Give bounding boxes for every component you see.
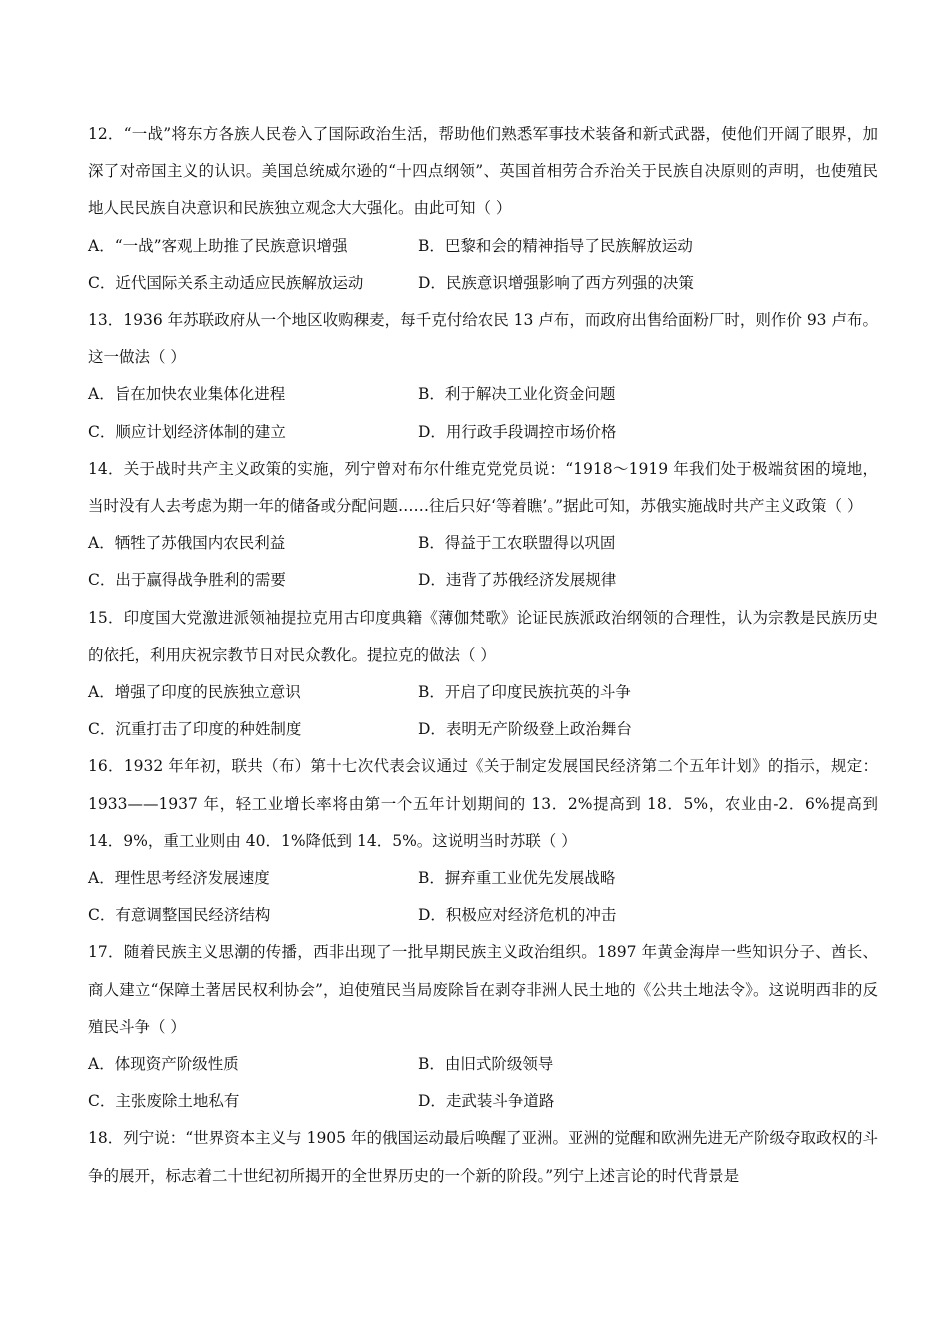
option-a: A．牺牲了苏俄国内农民利益 bbox=[88, 534, 286, 553]
question-17 bbox=[88, 934, 878, 1120]
question-stem: 18．列宁说：“世界资本主义与 1905 年的俄国运动最后唤醒了亚洲。亚洲的觉醒和欧洲先进无产阶级夺取政权的斗争的展开，标志着二十世纪初所揭开的全世界历史的一个新的阶段。”列宁上述言论的时代背景是 bbox=[88, 1129, 878, 1185]
question-18 bbox=[88, 1120, 878, 1194]
question-stem: 14．关于战时共产主义政策的实施，列宁曾对布尔什维克党党员说：“1918～1919 年我们处于极端贫困的境地，当时没有人去考虑为期一年的储备或分配问题……往后只好‘等着瞧’。”据此可知，苏俄实施战时共产主义政策（ ） bbox=[88, 459, 878, 516]
option-d: D．民族意识增强影响了西方列强的决策 bbox=[418, 273, 694, 292]
question-stem: 16．1932 年年初，联共（布）第十七次代表会议通过《关于制定发展国民经济第二个五年计划》的指示，规定：1933——1937 年，轻工业增长率将由第一个五年计划期间的 13．2%提高到 18．5%，农业由-2．6%提高到 14．9%，重工业则由 40．1%降低到 14．5%。这说明当时苏联（ ） bbox=[88, 757, 878, 850]
answer-options bbox=[88, 525, 878, 599]
option-c: C．主张废除土地私有 bbox=[88, 1092, 240, 1111]
option-c: C．沉重打击了印度的种姓制度 bbox=[88, 720, 302, 739]
option-d: D．走武装斗争道路 bbox=[418, 1092, 555, 1111]
option-c: C．出于赢得战争胜利的需要 bbox=[88, 571, 286, 590]
option-b: B．由旧式阶级领导 bbox=[418, 1055, 554, 1074]
question-16 bbox=[88, 748, 878, 934]
answer-options bbox=[88, 376, 878, 450]
question-12 bbox=[88, 116, 878, 302]
question-stem: 12．“一战”将东方各族人民卷入了国际政治生活，帮助他们熟悉军事技术装备和新式武器，使他们开阔了眼界，加深了对帝国主义的认识。美国总统威尔逊的“十四点纲领”、英国首相劳合乔治关于民族自决原则的声明，也使殖民地人民民族自决意识和民族独立观念大大强化。由此可知（ ） bbox=[88, 125, 878, 218]
question-15 bbox=[88, 600, 878, 749]
question-stem: 15．印度国大党激进派领袖提拉克用古印度典籍《薄伽梵歌》论证民族派政治纲领的合理性，认为宗教是民族历史的依托，利用庆祝宗教节日对民众教化。提拉克的做法（ ） bbox=[88, 608, 878, 664]
answer-options bbox=[88, 674, 878, 748]
option-b: B．巴黎和会的精神指导了民族解放运动 bbox=[418, 236, 693, 255]
option-d: D．表明无产阶级登上政治舞台 bbox=[418, 720, 632, 739]
option-b: B．摒弃重工业优先发展战略 bbox=[418, 869, 616, 888]
answer-options bbox=[88, 1046, 878, 1120]
option-d: D．违背了苏俄经济发展规律 bbox=[418, 571, 617, 590]
option-a: A．增强了印度的民族独立意识 bbox=[88, 683, 301, 702]
option-c: C．顺应计划经济体制的建立 bbox=[88, 422, 286, 441]
option-d: D．积极应对经济危机的冲击 bbox=[418, 906, 617, 925]
option-c: C．近代国际关系主动适应民族解放运动 bbox=[88, 273, 364, 292]
question-14 bbox=[88, 451, 878, 600]
option-a: A．旨在加快农业集体化进程 bbox=[88, 385, 286, 404]
option-a: A．“一战”客观上助推了民族意识增强 bbox=[88, 236, 348, 255]
answer-options bbox=[88, 228, 878, 302]
question-stem: 13．1936 年苏联政府从一个地区收购稞麦，每千克付给农民 13 卢布，而政府出售给面粉厂时，则作价 93 卢布。这一做法（ ） bbox=[88, 311, 878, 367]
exam-page bbox=[88, 116, 878, 1195]
question-stem: 17．随着民族主义思潮的传播，西非出现了一批早期民族主义政治组织。1897 年黄金海岸一些知识分子、酋长、商人建立“保障土著居民权利协会”，迫使殖民当局废除旨在剥夺非洲人民土地的《公共土地法令》。这说明西非的反殖民斗争（ ） bbox=[88, 943, 878, 1036]
answer-options bbox=[88, 860, 878, 934]
option-b: B．得益于工农联盟得以巩固 bbox=[418, 534, 616, 553]
question-13 bbox=[88, 302, 878, 451]
option-b: B．利于解决工业化资金问题 bbox=[418, 385, 616, 404]
option-a: A．理性思考经济发展速度 bbox=[88, 869, 270, 888]
option-a: A．体现资产阶级性质 bbox=[88, 1055, 239, 1074]
option-d: D．用行政手段调控市场价格 bbox=[418, 422, 617, 441]
option-c: C．有意调整国民经济结构 bbox=[88, 906, 271, 925]
option-b: B．开启了印度民族抗英的斗争 bbox=[418, 683, 631, 702]
